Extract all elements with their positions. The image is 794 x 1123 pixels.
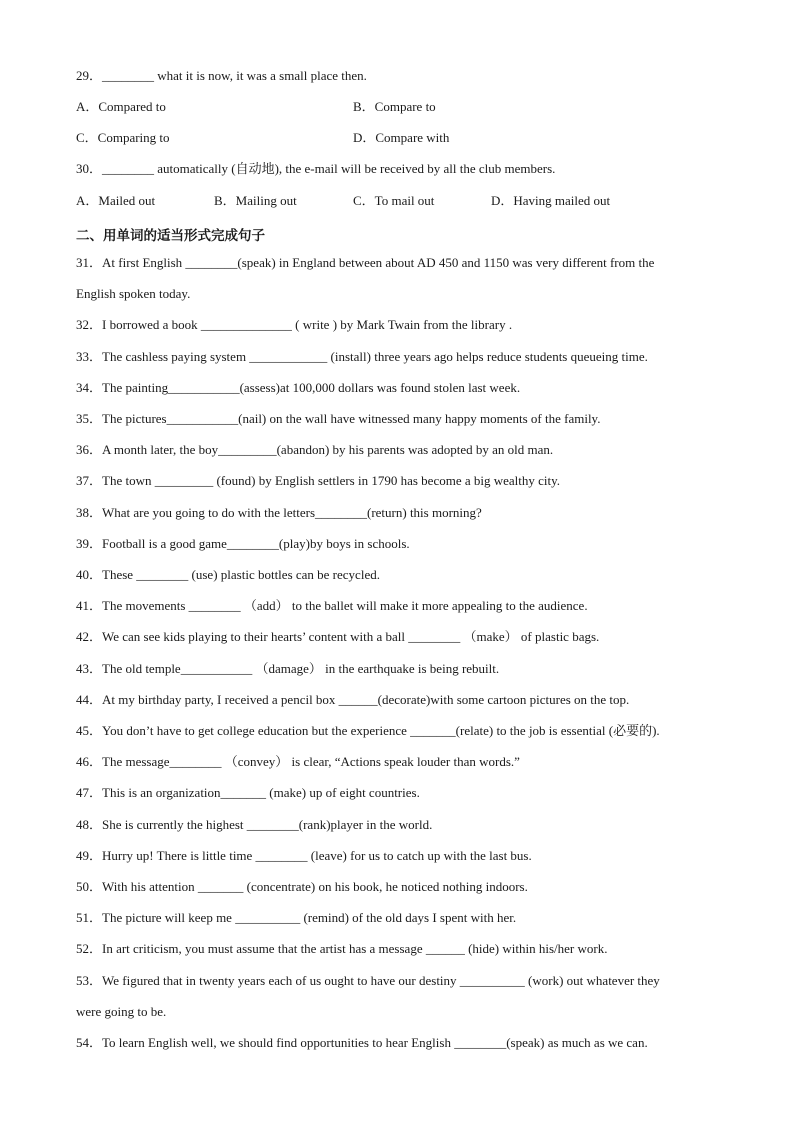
question-39: 39．Football is a good game________(play)by boys in schools. xyxy=(76,536,410,551)
question-38: 38．What are you going to do with the letters________(return) this morning? xyxy=(76,505,482,520)
question-29-option-a: A．Compared to xyxy=(76,99,166,114)
question-30-stem: 30．________ automatically (自动地), the e-mail will be received by all the club members. xyxy=(76,161,556,176)
question-29-stem: 29．________ what it is now, it was a small place then. xyxy=(76,68,367,83)
question-30-option-d: D．Having mailed out xyxy=(491,193,611,208)
question-30-option-b: B．Mailing out xyxy=(214,193,297,208)
question-53-line-2: were going to be. xyxy=(76,1004,167,1019)
question-43: 43．The old temple___________ （damage） in the earthquake is being rebuilt. xyxy=(76,661,500,676)
question-51: 51．The picture will keep me __________ (remind) of the old days I spent with her. xyxy=(76,910,517,925)
question-29-option-c: C．Comparing to xyxy=(76,130,170,145)
question-50: 50．With his attention _______ (concentrate) on his book, he noticed nothing indoors. xyxy=(76,879,528,894)
question-42: 42．We can see kids playing to their hearts’ content with a ball ________ （make） of plastic bags. xyxy=(76,629,600,644)
question-29-option-d: D．Compare with xyxy=(353,130,450,145)
question-41: 41．The movements ________ （add） to the ballet will make it more appealing to the audience. xyxy=(76,598,588,613)
question-44: 44．At my birthday party, I received a pencil box ______(decorate)with some cartoon pictures on the top. xyxy=(76,692,630,707)
question-31-line-2: English spoken today. xyxy=(76,286,191,301)
question-54: 54．To learn English well, we should find opportunities to hear English ________(speak) as much as we can. xyxy=(76,1035,648,1050)
section-title: 二、用单词的适当形式完成句子 xyxy=(76,228,265,244)
question-34: 34．The painting___________(assess)at 100,000 dollars was found stolen last week. xyxy=(76,380,521,395)
question-47: 47．This is an organization_______ (make) up of eight countries. xyxy=(76,785,420,800)
question-49: 49．Hurry up! There is little time ________ (leave) for us to catch up with the last bus. xyxy=(76,848,532,863)
question-45: 45．You don’t have to get college education but the experience _______(relate) to the job is essential (必要的). xyxy=(76,723,660,738)
question-46: 46．The message________ （convey） is clear, “Actions speak louder than words.” xyxy=(76,754,520,769)
question-36: 36．A month later, the boy_________(abandon) by his parents was adopted by an old man. xyxy=(76,442,554,457)
question-30-option-c: C．To mail out xyxy=(353,193,435,208)
question-31-line-1: 31．At first English ________(speak) in England between about AD 450 and 1150 was very different from the xyxy=(76,255,655,270)
question-40: 40．These ________ (use) plastic bottles can be recycled. xyxy=(76,567,380,582)
question-32: 32．I borrowed a book ______________ ( write ) by Mark Twain from the library . xyxy=(76,317,513,332)
question-37: 37．The town _________ (found) by English settlers in 1790 has become a big wealthy city. xyxy=(76,473,561,488)
question-29-option-b: B．Compare to xyxy=(353,99,436,114)
question-52: 52．In art criticism, you must assume that the artist has a message ______ (hide) within his/her work. xyxy=(76,941,608,956)
question-33: 33．The cashless paying system ____________ (install) three years ago helps reduce students queueing time. xyxy=(76,349,648,364)
question-30-option-a: A．Mailed out xyxy=(76,193,156,208)
question-48: 48．She is currently the highest ________(rank)player in the world. xyxy=(76,817,433,832)
question-53-line-1: 53．We figured that in twenty years each of us ought to have our destiny __________ (work) out whatever they xyxy=(76,973,660,988)
question-35: 35．The pictures___________(nail) on the wall have witnessed many happy moments of the family. xyxy=(76,411,601,426)
